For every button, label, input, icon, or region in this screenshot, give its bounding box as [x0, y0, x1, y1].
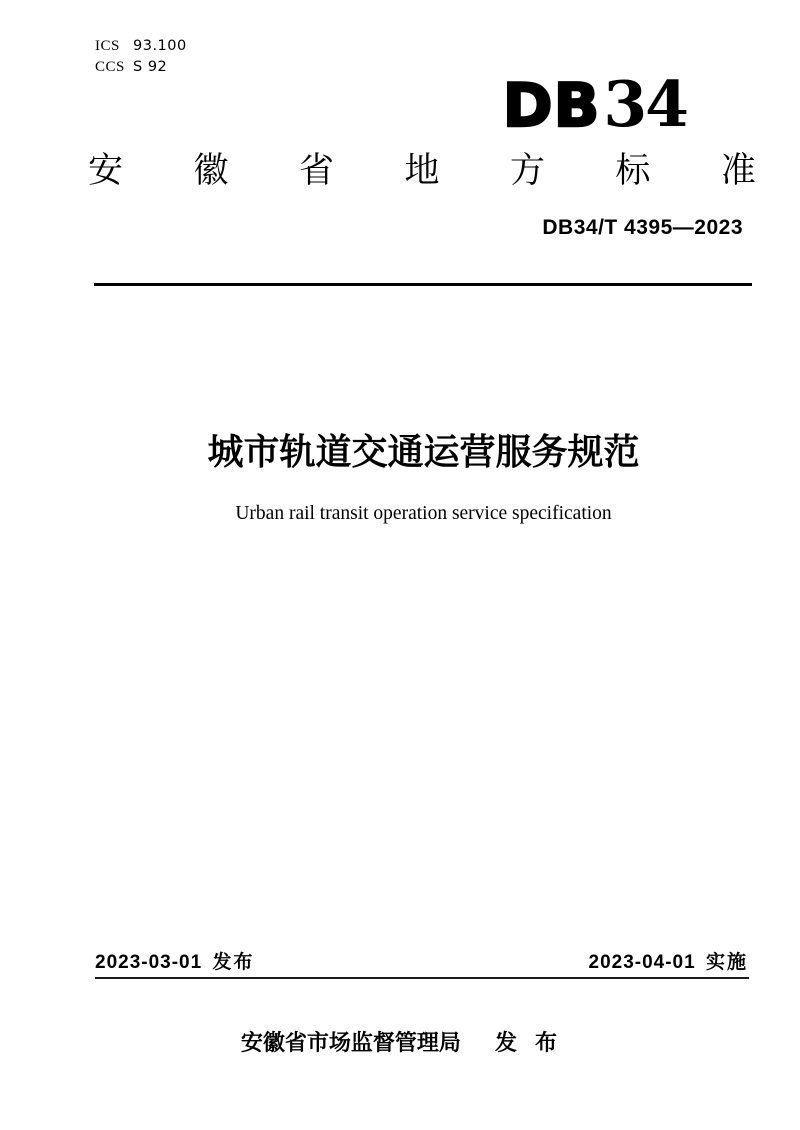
ccs-value: S 92: [133, 59, 168, 75]
ics-code-row: [95, 36, 187, 57]
footer-divider: [95, 977, 749, 979]
category-char: 标: [615, 151, 651, 190]
publish-action-label: 发 布: [494, 1030, 560, 1055]
logo-region-number: 34: [603, 67, 687, 141]
db34-logo: [502, 67, 687, 141]
ccs-code-row: [95, 57, 187, 78]
ics-label: ICS: [95, 38, 120, 54]
ccs-label: CCS: [95, 59, 125, 75]
provincial-standard-category: [88, 151, 756, 191]
category-char: 徽: [193, 151, 229, 190]
standard-code: DB34/T 4395—2023: [542, 216, 743, 239]
issue-date: 2023-03-01: [95, 952, 203, 973]
issue-date-item: [95, 951, 255, 975]
implementation-date-label: 实施: [705, 952, 748, 973]
category-char: 方: [509, 151, 545, 190]
header-divider: [94, 283, 752, 286]
publisher-name: 安徽省市场监督管理局: [240, 1030, 461, 1055]
category-char: 准: [720, 151, 756, 190]
document-title-en: Urban rail transit operation service specification: [235, 503, 612, 524]
category-char: 省: [298, 151, 334, 190]
logo-db-letters: DB: [502, 71, 601, 141]
implementation-date-item: [589, 951, 749, 975]
implementation-date: 2023-04-01: [588, 952, 696, 973]
classification-codes: [95, 36, 187, 78]
category-char: 地: [404, 151, 440, 190]
ics-value: 93.100: [133, 38, 187, 54]
category-char: 安: [88, 151, 124, 190]
document-title-zh: 城市轨道交通运营服务规范: [207, 431, 640, 472]
issue-date-label: 发布: [212, 952, 255, 973]
publisher-row: [0, 1029, 800, 1056]
dates-row: [95, 951, 748, 975]
